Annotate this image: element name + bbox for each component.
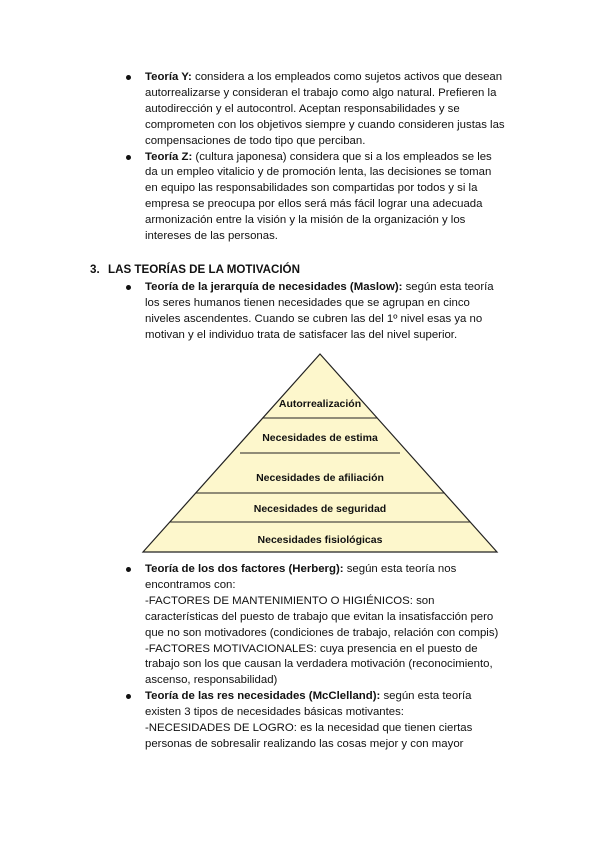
bullet-line: comprometen con los objetivos siempre y cuando consideren justas las [145, 118, 505, 131]
bullet-line: autodirección y el autocontrol. Aceptan responsabilidades y se [145, 102, 460, 115]
pyramid-level-label: Necesidades de seguridad [253, 503, 387, 515]
bullet-line: da un empleo vitalicio y de promoción lenta, las decisiones se toman [145, 166, 492, 179]
bullet-teoria-y [0, 70, 530, 150]
bullet-line: encontramos con: [145, 578, 236, 591]
bullet-maslow [0, 280, 530, 344]
maslow-bullet-list [0, 280, 600, 344]
bullet-term: Teoría de los dos factores (Herberg): [145, 563, 344, 575]
bullet-term: Teoría de las res necesidades (McClelland): [145, 690, 381, 703]
bullet-line: niveles ascendentes. Cuando se cubren las del 1º nivel esas ya no [145, 312, 483, 325]
bullet-term: Teoría Z: [145, 150, 193, 163]
bullet-first-line [145, 689, 530, 705]
bullet-line: ascenso, responsabilidad) [145, 674, 278, 687]
bullet-term: Teoría Y: [145, 71, 192, 83]
bullet-line: -NECESIDADES DE LOGRO: es la necesidad que tienen ciertas [145, 722, 473, 735]
section-title: LAS TEORÍAS DE LA MOTIVACIÓN [108, 263, 300, 276]
top-bullet-list [0, 70, 600, 245]
bullet-line: en equipo las responsabilidades son compartidas por todos y si la [145, 182, 478, 195]
bullet-first-line [145, 562, 530, 578]
section-heading [90, 263, 300, 276]
bullet-herzberg [0, 562, 530, 689]
bullet-line: armonización entre la visión y la misión de la organización y los [145, 214, 466, 227]
pyramid-level-label: Necesidades de estima [262, 432, 378, 444]
bullet-line: que no son motivadores (condiciones de trabajo, relación con compis) [145, 626, 499, 639]
bullet-mcclelland [0, 689, 530, 753]
bullet-line: características del puesto de trabajo que evitan la insatisfacción pero [145, 610, 494, 623]
bullet-first-line-text: según esta teoría nos [343, 563, 457, 575]
bullet-line: existen 3 tipos de necesidades básicas motivantes: [145, 706, 404, 719]
bullet-first-line-text: según esta teoría [380, 690, 472, 703]
bullet-dot-icon [126, 75, 131, 80]
bullet-first-line-text: según esta teoría [402, 281, 494, 293]
bottom-bullet-list [0, 562, 600, 753]
bullet-line: motivan y el individuo trata de satisfacer las del nivel superior. [145, 328, 458, 341]
bullet-teoria-z [0, 150, 530, 245]
bullet-first-line [145, 150, 530, 166]
bullet-dot-icon [126, 694, 131, 699]
bullet-dot-icon [126, 567, 131, 572]
pyramid-level-label: Necesidades fisiológicas [257, 534, 383, 546]
pyramid-level-label: Autorrealización [278, 398, 362, 410]
bullet-line: empresa se preocupa por ellos será más fácil lograr una adecuada [145, 198, 483, 211]
bullet-line: personas de sobresalir realizando las cosas mejor y con mayor [145, 737, 464, 750]
bullet-line: trabajo son los que causan la verdadera motivación (reconocimiento, [145, 658, 493, 671]
bullet-dot-icon [126, 285, 131, 290]
bullet-line: -FACTORES MOTIVACIONALES: cuya presencia en el puesto de [145, 642, 478, 655]
bullet-line: intereses de las personas. [145, 230, 278, 243]
bullet-term: Teoría de la jerarquía de necesidades (Maslow): [145, 281, 403, 293]
bullet-line: autorrealizarse y consideran el trabajo como algo natural. Prefieren la [145, 86, 497, 99]
bullet-dot-icon [126, 155, 131, 160]
pyramid-level-label: Necesidades de afiliación [256, 472, 384, 484]
bullet-first-line [145, 280, 530, 296]
section-number: 3. [90, 263, 100, 276]
bullet-first-line-text: considera a los empleados como sujetos activos que desean [191, 71, 503, 83]
bullet-line: compensaciones de todo tipo que perciban. [145, 134, 366, 147]
maslow-pyramid-diagram [140, 352, 500, 557]
bullet-line: los seres humanos tienen necesidades que se agrupan en cinco [145, 296, 470, 309]
bullet-first-line [145, 70, 530, 86]
bullet-line: -FACTORES DE MANTENIMIENTO O HIGIÉNICOS: son [145, 594, 435, 607]
bullet-first-line-text: (cultura japonesa) considera que si a los empleados se les [192, 150, 492, 163]
